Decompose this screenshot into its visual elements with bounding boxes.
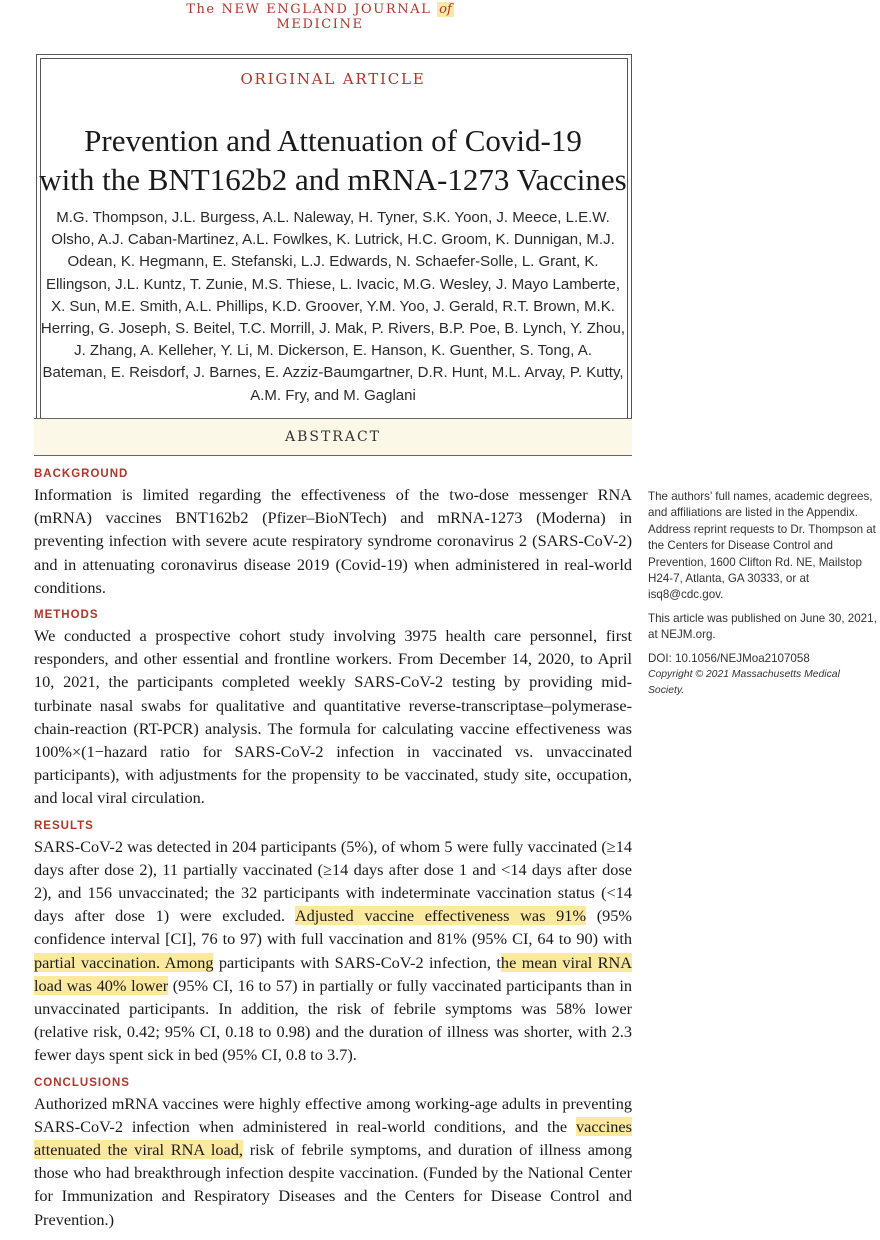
background-heading: BACKGROUND [34,468,129,480]
results-heading: RESULTS [34,819,94,832]
article-type: ORIGINAL ARTICLE [240,70,426,88]
abstract-body [34,467,632,1240]
journal-name-part2: MEDICINE [276,17,364,32]
article-title [0,121,666,199]
title-line-1: Prevention and Attenuation of Covid-19 [84,123,582,158]
conclusions-text-part1: Authorized mRNA vaccines were highly effective among working-age adults in preventing SARS-CoV-2 infection when administered in real-world conditions, and the [34,1093,632,1136]
results-highlight-3: he mean viral RNA load was 40% lower [34,952,633,995]
results-text-part3: participants with SARS-CoV-2 infection, t [213,952,501,972]
journal-name-of: of [439,2,452,17]
conclusions-text-part2: risk of febrile symptoms, and duration of illness among those who had breakthrough infection despite vaccination. (Funded by the National Center for Immunization and Respiratory Diseases and the Centers for Disease Control and Prevention.) [34,1140,633,1229]
results-text-part4: (95% CI, 16 to 57) in partially or fully vaccinated participants than in unvaccinated participants. In addition, the risk of febrile symptoms was 58% lower (relative risk, 0.42; 95% CI, 0.18 to 0.98) and the duration of illness was shorter, with 2.3 fewer days spent sick in bed (95% CI, 0.8 to 3.7). [34,975,632,1065]
journal-name-part1: NEW ENGLAND JOURNAL [221,2,438,17]
methods-heading: METHODS [34,609,99,622]
sidebar-affiliations: The authors’ full names, academic degrees, and affiliations are listed in the Appendix. Address reprint requests to Dr. Thompson at the Centers for Disease Control and Prevention, 1600 Clifton Rd. NE, Mailstop H24-7, Atlanta, GA 30333, or at isq8@cdc.gov. [648,490,876,602]
background-text: Information is limited regarding the effectiveness of the two-dose messenger RNA (mRNA) vaccines BNT162b2 (Pfizer–BioNTech) and mRNA-1273 (Moderna) in preventing infection with severe acute respiratory syndrome coronavirus 2 (SARS-CoV-2) and in attenuating coronavirus disease 2019 (Covid-19) when administered in real-world conditions. [34,485,632,597]
sidebar-notes [648,489,878,707]
sidebar-published: This article was published on June 30, 2021, at NEJM.org. [648,611,877,642]
abstract-label: ABSTRACT [34,418,632,456]
sidebar-doi: DOI: 10.1056/NEJMoa2107058 [648,651,810,665]
title-line-2: with the BNT162b2 and mRNA-1273 Vaccines [39,162,627,197]
journal-header [140,2,500,32]
conclusions-text [34,1092,632,1231]
sidebar-copyright: Copyright © 2021 Massachusetts Medical Society. [648,669,840,697]
results-highlight-1: Adjusted vaccine effectiveness was 91% [294,906,587,926]
results-highlight-2: partial vaccination. Among [34,952,214,972]
journal-name-pre: The [186,2,222,17]
conclusions-highlight: vaccines attenuated the viral RNA load, [34,1116,632,1160]
conclusions-heading: CONCLUSIONS [34,1076,130,1089]
results-text-part1: SARS-CoV-2 was detected in 204 participants (5%), of whom 5 were fully vaccinated (≥14 days after dose 2), 11 partially vaccinated (≥14 days after dose 1 and <14 days after dose 2), and 156 unvaccinated; the 32 participants with indeterminate vaccination status (<14 days after dose 1) were excluded. [34,836,632,926]
methods-text: We conducted a prospective cohort study involving 3975 health care personnel, first responders, and other essential and frontline workers. From December 14, 2020, to April 10, 2021, the participants completed weekly SARS-CoV-2 testing by providing mid-turbinate nasal swabs for qualitative and quantitative reverse-transcriptase–polymerase-chain-reaction (RT-PCR) analysis. The formula for calculating vaccine effectiveness was 100%×(1−hazard ratio for SARS-CoV-2 infection in vaccinated vs. unvaccinated participants), with adjustments for the propensity to be vaccinated, study site, occupation, and local viral circulation. [34,626,632,808]
results-text-part2: (95% confidence interval [CI], 76 to 97) with full vaccination and 81% (95% CI, 64 to 90) with [34,906,632,949]
author-list: M.G. Thompson, J.L. Burgess, A.L. Naleway, H. Tyner, S.K. Yoon, J. Meece, L.E.W. Olsho, A.J. Caban-Martinez, A.L. Fowlkes, K. Lutrick, H.C. Groom, K. Dunnigan, M.J. Odean, K. Hegmann, E. Stefanski, L.J. Edwards, N. Schaefer-Solle, L. Grant, K. Ellingson, J.L. Kuntz, T. Zunie, M.S. Thiese, L. Ivacic, M.G. Wesley, J. Mayo Lamberte, X. Sun, M.E. Smith, A.L. Phillips, K.D. Groover, Y.M. Yoo, J. Gerald, R.T. Brown, M.K. Herring, G. Joseph, S. Beitel, T.C. Morrill, J. Mak, P. Rivers, B.P. Poe, B. Lynch, Y. Zhou, J. Zhang, A. Kelleher, Y. Li, M. Dickerson, E. Hanson, K. Guenther, S. Tong, A. Bateman, E. Reisdorf, J. Barnes, E. Azziz-Baumgartner, D.R. Hunt, M.L. Arvay, P. Kutty, A.M. Fry, and M. Gaglani [40,209,626,404]
results-text [34,835,632,1067]
